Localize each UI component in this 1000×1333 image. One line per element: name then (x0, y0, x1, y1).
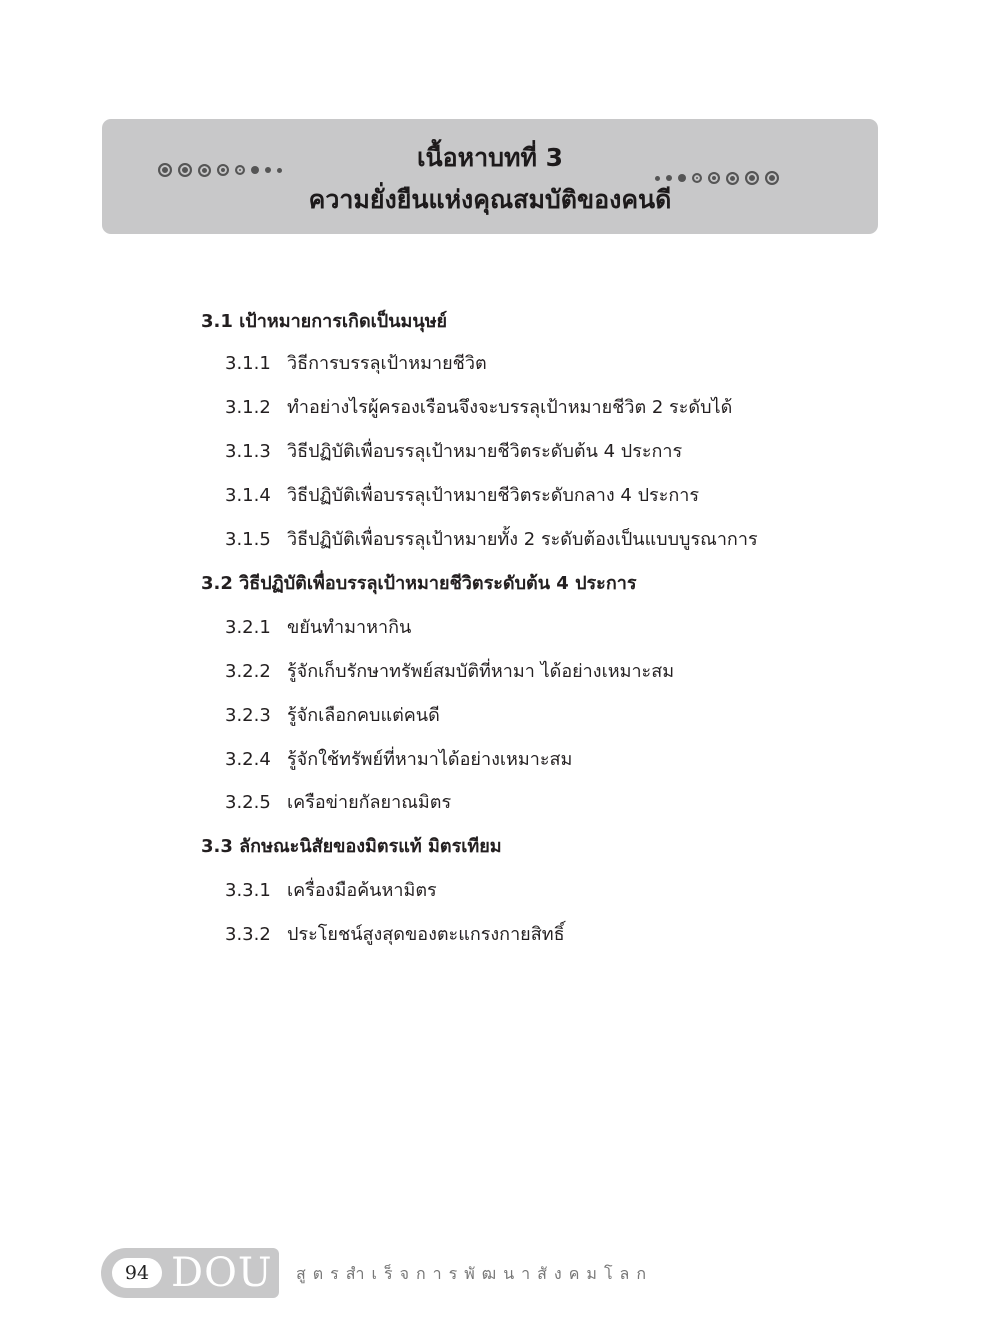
dou-logo: DOU (171, 1250, 273, 1296)
dot-icon (678, 174, 686, 182)
toc-item-text: ทำอย่างไรผู้ครองเรือนจึงจะบรรลุเป้าหมายชีวิต 2 ระดับได้ (287, 397, 733, 418)
toc-item (225, 879, 437, 903)
toc-item-number: 3.2.1 (225, 617, 271, 638)
dot-icon (726, 172, 739, 185)
toc-item-text: วิธีปฏิบัติเพื่อบรรลุเป้าหมายชีวิตระดับกลาง 4 ประการ (287, 485, 700, 506)
toc-item-number: 3.1.4 (225, 485, 271, 506)
toc-item-number: 3.1.2 (225, 397, 271, 418)
toc-item (225, 484, 699, 508)
chapter-header-box (102, 119, 878, 234)
dot-icon (666, 175, 672, 181)
toc-item (225, 660, 674, 684)
toc-item-text: วิธีปฏิบัติเพื่อบรรลุเป้าหมายทั้ง 2 ระดับต้องเป็นแบบบูรณาการ (287, 529, 758, 550)
toc-item-number: 3.3.2 (225, 924, 271, 945)
toc-item (225, 923, 565, 947)
toc-item-number: 3.2.5 (225, 792, 271, 813)
dot-icon (708, 172, 720, 184)
toc-item (225, 616, 411, 640)
toc-item-text: เครือข่ายกัลยาณมิตร (287, 792, 452, 813)
toc-item (225, 396, 732, 420)
toc-item-number: 3.3.1 (225, 880, 271, 901)
toc-item (225, 748, 572, 772)
toc-item (225, 704, 440, 728)
toc-section-heading: 3.1 เป้าหมายการเกิดเป็นมนุษย์ (201, 311, 448, 332)
toc-item-number: 3.2.4 (225, 749, 271, 770)
toc-item-text: รู้จักเลือกคบแต่คนดี (287, 705, 440, 726)
dot-icon (745, 171, 759, 185)
page-footer-badge (101, 1248, 279, 1298)
toc-item-text: วิธีการบรรลุเป้าหมายชีวิต (287, 353, 487, 374)
toc-item-text: เครื่องมือค้นหามิตร (287, 880, 437, 901)
toc-item-text: รู้จักใช้ทรัพย์ที่หามาได้อย่างเหมาะสม (287, 749, 573, 770)
toc-item-text: ประโยชน์สูงสุดของตะแกรงกายสิทธิ์ (287, 924, 565, 945)
toc-item-number: 3.2.2 (225, 661, 271, 682)
toc-item-text: วิธีปฏิบัติเพื่อบรรลุเป้าหมายชีวิตระดับต้น 4 ประการ (287, 441, 683, 462)
dot-icon (655, 176, 660, 181)
book-title: สูตรสำเร็จการพัฒนาสังคมโลก (296, 1264, 654, 1283)
toc-section-heading: 3.2 วิธีปฏิบัติเพื่อบรรลุเป้าหมายชีวิตระดับต้น 4 ประการ (201, 573, 637, 594)
toc-item (225, 440, 682, 464)
toc-item-text: รู้จักเก็บรักษาทรัพย์สมบัติที่หามา ได้อย่างเหมาะสม (287, 661, 675, 682)
toc-item-number: 3.2.3 (225, 705, 271, 726)
toc-item-number: 3.1.5 (225, 529, 271, 550)
page-number: 94 (112, 1258, 162, 1288)
decorative-dots-right (655, 171, 785, 185)
toc-item (225, 528, 758, 552)
toc-item (225, 352, 487, 376)
chapter-title: เนื้อหาบทที่ 3 (416, 143, 564, 172)
dot-icon (692, 173, 702, 183)
toc-item (225, 791, 451, 815)
toc-section-heading: 3.3 ลักษณะนิสัยของมิตรแท้ มิตรเทียม (201, 836, 502, 857)
dot-icon (765, 171, 779, 185)
toc-item-number: 3.1.1 (225, 353, 271, 374)
toc-item-number: 3.1.3 (225, 441, 271, 462)
chapter-subtitle: ความยั่งยืนแห่งคุณสมบัติของคนดี (308, 185, 672, 214)
toc-item-text: ขยันทำมาหากิน (287, 617, 412, 638)
